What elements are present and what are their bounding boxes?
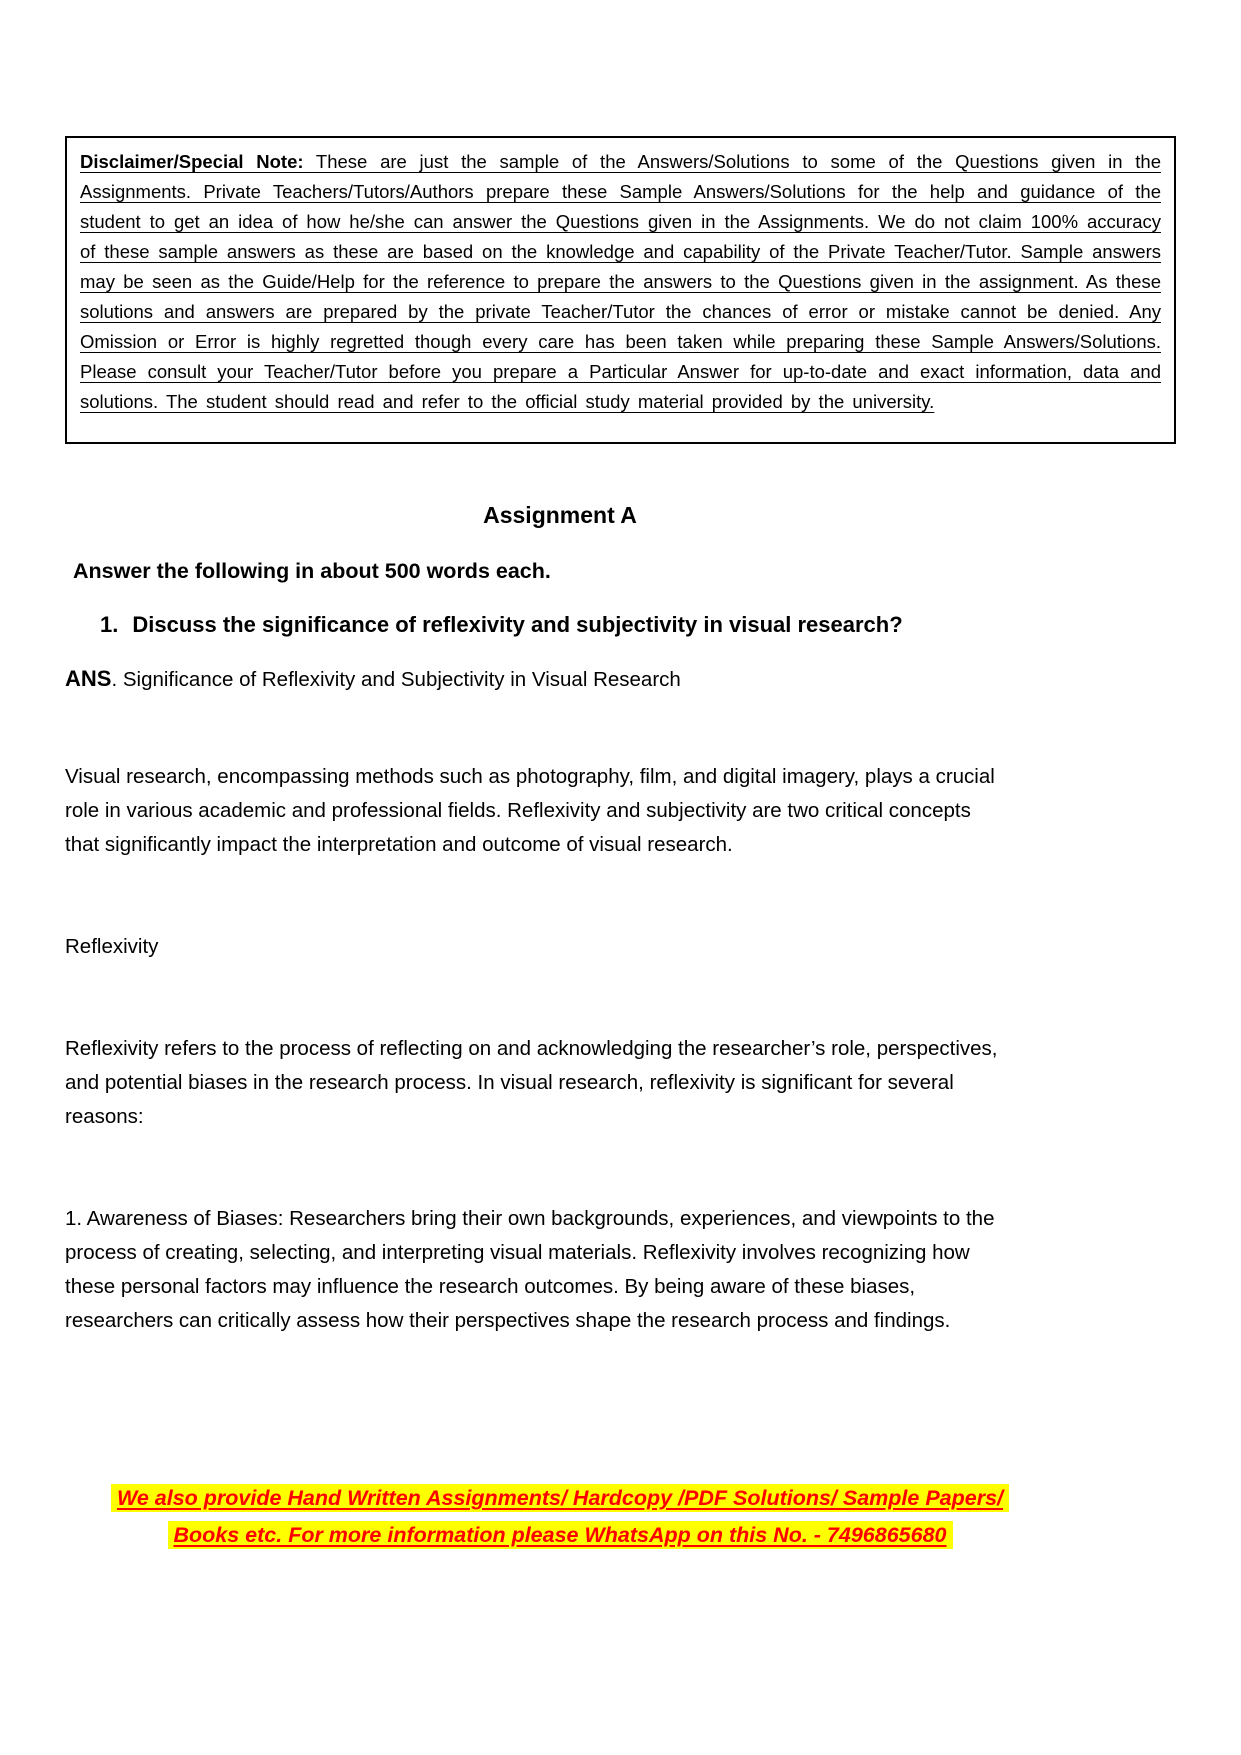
answer-label: ANS — [65, 666, 112, 691]
answer-title: . Significance of Reflexivity and Subjectivity in Visual Research — [111, 668, 681, 691]
question-number: 1. — [100, 612, 119, 637]
disclaimer-text — [80, 147, 1161, 417]
reflexivity-paragraph: Reflexivity refers to the process of reflecting on and acknowledging the researcher’s role, perspectives, and potential biases in the research process. In visual research, reflexivity is significant for several reasons: — [65, 1037, 998, 1128]
disclaimer-label: Disclaimer/Special Note: — [80, 151, 304, 172]
footer-line-1 — [65, 1480, 1055, 1517]
footer-line-1-text: We also provide Hand Written Assignments/ Hardcopy /PDF Solutions/ Sample Papers/ — [111, 1484, 1009, 1512]
footer-line-2-text: Books etc. For more information please WhatsApp on this No. - 7496865680 — [168, 1521, 953, 1549]
page-title: Assignment A — [483, 502, 637, 528]
footer-banner — [65, 1480, 1055, 1554]
disclaimer-box — [65, 136, 1176, 444]
answer-heading — [65, 666, 1055, 692]
biases-paragraph: 1. Awareness of Biases: Researchers bring their own backgrounds, experiences, and viewpoints to the process of creating, selecting, and interpreting visual materials. Reflexivity involves recognizing how these personal factors may influence the research outcomes. By being aware of these biases, researchers can critically assess how their perspectives shape the research process and findings. — [65, 1207, 995, 1332]
question-item — [100, 612, 1055, 638]
reflexivity-subheading: Reflexivity — [65, 935, 159, 958]
question-text: Discuss the significance of reflexivity and subjectivity in visual research? — [132, 612, 903, 637]
disclaimer-body: These are just the sample of the Answers/Solutions to some of the Questions given in the Assignments. Private Teachers/Tutors/Authors prepare these Sample Answers/Solutions for the help and guidance of the student to get an idea of how he/she can answer the Questions given in the Assignments. We do not claim 100% accuracy of these sample answers as these are based on the knowledge and capability of the Private Teacher/Tutor. Sample answers may be seen as the Guide/Help for the reference to prepare the answers to the Questions given in the assignment. As these solutions and answers are prepared by the private Teacher/Tutor the chances of error or mistake cannot be denied. Any Omission or Error is highly regretted though every care has been taken while preparing these Sample Answers/Solutions. Please consult your Teacher/Tutor before you prepare a Particular Answer for up-to-date and exact information, data and solutions. The student should read and refer to the official study material provided by the university. — [80, 151, 1161, 412]
footer-line-2 — [65, 1517, 1055, 1554]
intro-paragraph: Visual research, encompassing methods such as photography, film, and digital imagery, plays a crucial role in various academic and professional fields. Reflexivity and subjectivity are two critical concepts that significantly impact the interpretation and outcome of visual research. — [65, 765, 995, 856]
instruction-text: Answer the following in about 500 words each. — [73, 559, 551, 583]
content-column — [65, 502, 1055, 1338]
